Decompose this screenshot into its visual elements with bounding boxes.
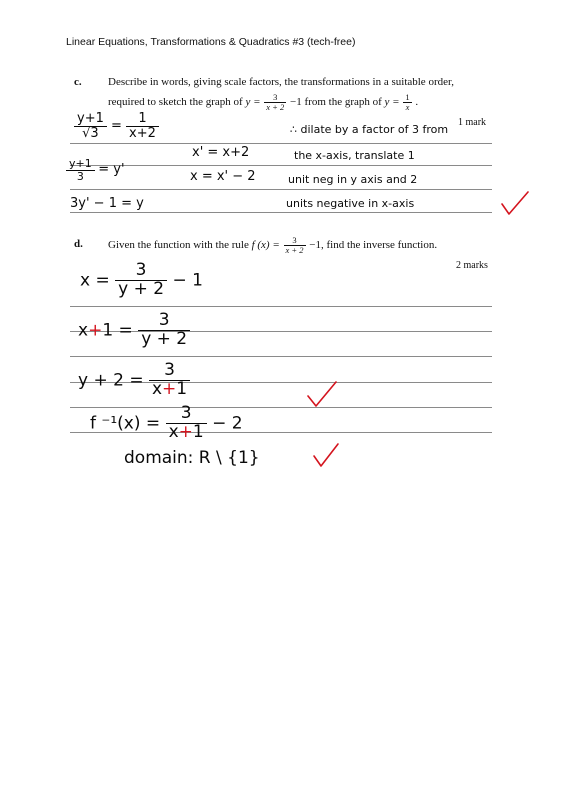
part-c-line2-pre: required to sketch the graph of: [108, 96, 243, 109]
hw-d-step3-frac: [149, 362, 190, 399]
hw-d-step3-den: [149, 378, 190, 399]
eq2-fraction: [403, 93, 411, 112]
part-c-line1: Describe in words, giving scale factors, the transformations in a suitable order,: [108, 76, 454, 88]
hw-c-step1-eq: =: [111, 118, 122, 134]
hw-c-step1: [74, 112, 159, 140]
hw-d-step4-frac: [166, 405, 207, 442]
func-fraction: [284, 236, 306, 255]
hw-d-step2-num: 3: [138, 312, 190, 331]
part-c-line2: [108, 93, 418, 112]
eq2-numerator: 1: [405, 92, 410, 102]
hw-c-answer1: ∴ dilate by a factor of 3 from: [290, 123, 449, 136]
eq1-numerator: 3: [264, 93, 286, 103]
part-d-text-pre: Given the function with the rule: [108, 239, 249, 252]
hw-d-step3-num: 3: [149, 362, 190, 381]
teacher-checkmark-icon: [306, 380, 338, 408]
hw-d-step4-den-one: 1: [192, 421, 204, 442]
hw-d-step4-lhs: f ⁻¹(x) =: [90, 413, 161, 434]
part-c-line2-end: .: [415, 96, 419, 109]
hw-c-step2-rhs: = y': [98, 162, 125, 178]
hw-d-step4-tail: − 2: [212, 413, 243, 434]
hw-d-step3: [78, 362, 190, 399]
hw-d-step3-den-x: x: [151, 378, 163, 399]
eq1-fraction: [264, 93, 286, 112]
answer-line: [70, 212, 492, 213]
hw-d-step3-den-one: 1: [176, 378, 188, 399]
eq1-tail: −1: [290, 96, 302, 109]
hw-c-step5: x = x' − 2: [190, 169, 256, 184]
answer-line: [70, 165, 492, 166]
hw-d-step3-lhs: y + 2 =: [78, 370, 144, 391]
eq2-denominator: x: [405, 102, 410, 112]
hw-d-step2-red-plus: +: [88, 320, 103, 341]
hw-c-answer4: units negative in x-axis: [286, 197, 415, 210]
hw-c-step2-lhs-den: 3: [76, 169, 84, 183]
hw-c-step1-rhs: [126, 112, 159, 140]
teacher-checkmark-icon: [312, 442, 340, 468]
hw-c-answer3: unit neg in y axis and 2: [288, 173, 418, 186]
hw-d-step2-one: 1 =: [102, 320, 133, 341]
hw-d-step1-tail: − 1: [172, 270, 203, 291]
answer-line: [70, 356, 492, 357]
answer-line: [70, 306, 492, 307]
part-d-label: d.: [74, 238, 83, 250]
hw-d-step4-num: 3: [166, 405, 207, 424]
hw-d-step1-num: 3: [115, 262, 167, 281]
hw-c-answer2: the x-axis, translate 1: [294, 149, 415, 162]
func-tail: −1, find the inverse function.: [309, 239, 438, 252]
func-lhs: f (x) =: [251, 239, 280, 252]
hw-c-step2-lhs-num: y+1: [66, 158, 95, 171]
hw-d-step1-frac: [115, 262, 167, 299]
hw-d-step1-lhs: x =: [80, 270, 110, 291]
hw-c-step1-rhs-num: 1: [126, 112, 159, 127]
hw-d-step2: [78, 312, 190, 349]
hw-c-step2-lhs: [66, 158, 95, 182]
hw-c-step1-lhs: [74, 112, 107, 140]
hw-d-step4: [90, 405, 243, 442]
teacher-checkmark-icon: [500, 190, 530, 216]
hw-d-step4-red-plus: +: [178, 421, 193, 442]
page-header: Linear Equations, Transformations & Quadratics #3 (tech-free): [66, 36, 356, 48]
hw-c-step3: 3y' − 1 = y: [70, 196, 144, 211]
hw-d-step2-frac: [138, 312, 190, 349]
hw-d-step3-red-plus: +: [162, 378, 177, 399]
part-d-text: [108, 236, 437, 255]
func-numerator: 3: [284, 236, 306, 246]
part-d-marks: 2 marks: [456, 260, 488, 271]
part-c-label: c.: [74, 76, 82, 88]
part-c-marks: 1 mark: [458, 117, 487, 128]
hw-d-domain: domain: R \ {1}: [124, 448, 260, 468]
hw-d-step1-den: y + 2: [118, 278, 165, 299]
hw-d-step4-den: [166, 421, 207, 442]
eq1-denominator: x + 2: [266, 102, 285, 112]
eq1-lhs: y =: [245, 96, 261, 109]
part-c-line2-mid: from the graph of: [304, 96, 382, 109]
hw-c-step4: x' = x+2: [192, 145, 250, 160]
answer-line: [70, 143, 492, 144]
hw-c-step2: [66, 158, 125, 182]
hw-d-step4-den-x: x: [168, 421, 179, 442]
answer-line: [70, 189, 492, 190]
hw-c-step1-rhs-den: x+2: [129, 125, 156, 141]
hw-c-step1-lhs-num: y+1: [74, 112, 107, 127]
hw-c-step1-lhs-den: √3: [82, 125, 99, 141]
eq2-lhs: y =: [384, 96, 400, 109]
func-denominator: x + 2: [285, 245, 304, 255]
hw-d-step1: [80, 262, 203, 299]
hw-d-step2-x: x: [78, 320, 89, 341]
hw-d-step2-den: y + 2: [141, 328, 188, 349]
